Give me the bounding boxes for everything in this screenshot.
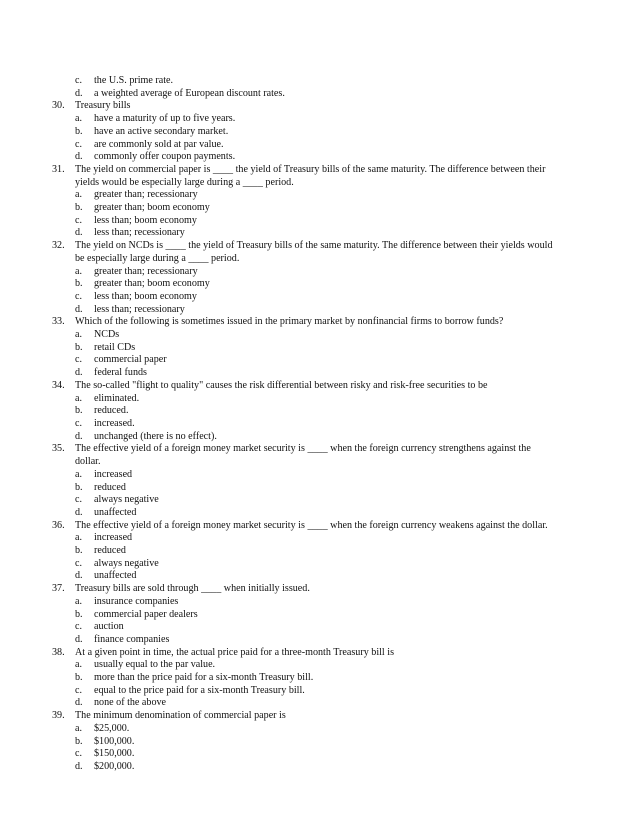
option-letter: c. (75, 494, 83, 506)
question-line (52, 177, 572, 190)
question-block (52, 240, 572, 316)
question-line (52, 583, 572, 596)
option-text: eliminated. (94, 392, 140, 404)
option-text: federal funds (94, 367, 147, 379)
question-block (52, 443, 572, 519)
option-text: always negative (94, 494, 159, 506)
option-letter: d. (75, 760, 83, 772)
question-block (52, 100, 572, 164)
option (52, 685, 572, 698)
option-letter: a. (75, 329, 83, 341)
question-block (52, 583, 572, 647)
option-letter: d. (75, 633, 83, 645)
option-letter: b. (75, 405, 83, 417)
question-number: 33. (52, 316, 65, 328)
question-block (52, 647, 572, 711)
option (52, 558, 572, 571)
option (52, 418, 572, 431)
question-line (52, 316, 572, 329)
option-text: increased (94, 468, 133, 480)
option (52, 304, 572, 317)
option-text: insurance companies (94, 595, 179, 607)
option-text: always negative (94, 557, 159, 569)
option (52, 75, 572, 88)
option-letter: a. (75, 532, 83, 544)
option (52, 507, 572, 520)
option-letter: b. (75, 202, 83, 214)
option-letter: c. (75, 75, 83, 86)
option (52, 266, 572, 279)
option-letter: b. (75, 608, 83, 620)
option-letter: a. (75, 595, 83, 607)
option-text: commonly offer coupon payments. (94, 151, 236, 163)
option (52, 227, 572, 240)
question-block (52, 316, 572, 380)
option-letter: b. (75, 481, 83, 493)
option-letter: c. (75, 354, 83, 366)
option-text: more than the price paid for a six-month Treasury bill. (94, 672, 314, 684)
option (52, 748, 572, 761)
question-text: The yield on NCDs is ____ the yield of Treasury bills of the same maturity. The difference between their yields would (75, 240, 553, 252)
option-text: reduced. (94, 405, 129, 417)
option-letter: b. (75, 278, 83, 290)
option-letter: b. (75, 545, 83, 557)
option-text: NCDs (94, 329, 120, 341)
option (52, 494, 572, 507)
option (52, 532, 572, 545)
option-text: increased (94, 532, 133, 544)
question-number: 39. (52, 710, 65, 722)
option (52, 151, 572, 164)
question-line (52, 164, 572, 177)
question-number: 31. (52, 163, 65, 175)
document-page (52, 75, 572, 774)
option-letter: a. (75, 265, 83, 277)
option-text: equal to the price paid for a six-month Treasury bill. (94, 684, 305, 696)
option-letter: c. (75, 621, 83, 633)
option-letter: c. (75, 290, 83, 302)
option (52, 329, 572, 342)
question-line (52, 380, 572, 393)
option-letter: d. (75, 697, 83, 709)
question-number: 32. (52, 240, 65, 252)
question-number: 37. (52, 583, 65, 595)
question-line (52, 100, 572, 113)
question-text: The effective yield of a foreign money market security is ____ when the foreign currency strengthens against the (75, 443, 531, 455)
option-text: less than; boom economy (94, 290, 197, 302)
option-text: unaffected (94, 570, 137, 582)
question-text: Treasury bills (75, 100, 131, 112)
option (52, 761, 572, 774)
option (52, 469, 572, 482)
option-text: greater than; recessionary (94, 189, 198, 201)
option-letter: d. (75, 506, 83, 518)
option-text: $100,000. (94, 735, 135, 747)
question-block (52, 520, 572, 584)
question-line (52, 456, 572, 469)
option-text: have an active secondary market. (94, 125, 229, 137)
question-line (52, 520, 572, 533)
option (52, 723, 572, 736)
option-text: less than; recessionary (94, 227, 185, 239)
question-list (52, 100, 572, 773)
option-text: unchanged (there is no effect). (94, 430, 217, 442)
option-letter: d. (75, 430, 83, 442)
option (52, 139, 572, 152)
question-block (52, 164, 572, 240)
question-line (52, 443, 572, 456)
option-letter: b. (75, 672, 83, 684)
question-line (52, 253, 572, 266)
option-text: $25,000. (94, 722, 130, 734)
option-text: have a maturity of up to five years. (94, 113, 236, 125)
option-text: greater than; boom economy (94, 202, 210, 214)
option (52, 88, 572, 101)
option-text: are commonly sold at par value. (94, 138, 224, 150)
option-text: none of the above (94, 697, 167, 709)
option (52, 113, 572, 126)
option (52, 621, 572, 634)
option-letter: d. (75, 151, 83, 163)
option (52, 482, 572, 495)
option-text: commercial paper (94, 354, 167, 366)
option-text: auction (94, 621, 124, 633)
question-number: 35. (52, 443, 65, 455)
option (52, 291, 572, 304)
question-text: Treasury bills are sold through ____ when initially issued. (75, 583, 310, 595)
option (52, 126, 572, 139)
question-number: 34. (52, 379, 65, 391)
option-text: usually equal to the par value. (94, 659, 216, 671)
option (52, 672, 572, 685)
option-letter: d. (75, 87, 83, 99)
question-text: yields would be especially large during a ____ period. (75, 176, 294, 188)
option-letter: c. (75, 214, 83, 226)
option (52, 570, 572, 583)
option (52, 354, 572, 367)
option (52, 736, 572, 749)
option (52, 596, 572, 609)
question-text: The yield on commercial paper is ____ the yield of Treasury bills of the same maturity. The difference between their (75, 163, 546, 175)
option-letter: b. (75, 341, 83, 353)
option (52, 697, 572, 710)
question-line (52, 710, 572, 723)
option-text: a weighted average of European discount rates. (94, 87, 285, 99)
option-text: reduced (94, 481, 126, 493)
option-letter: d. (75, 367, 83, 379)
option-letter: c. (75, 684, 83, 696)
option-letter: d. (75, 227, 83, 239)
option-letter: a. (75, 189, 83, 201)
option-text: unaffected (94, 506, 137, 518)
option-letter: a. (75, 722, 83, 734)
option-letter: a. (75, 659, 83, 671)
question-text: The so-called "flight to quality" causes the risk differential between risky and risk-free securities to be (75, 379, 488, 391)
option-text: increased. (94, 417, 135, 429)
option-text: greater than; recessionary (94, 265, 198, 277)
option (52, 202, 572, 215)
option-text: commercial paper dealers (94, 608, 198, 620)
option (52, 215, 572, 228)
option (52, 342, 572, 355)
option-letter: d. (75, 570, 83, 582)
option (52, 659, 572, 672)
option-text: finance companies (94, 633, 170, 645)
option (52, 431, 572, 444)
option-letter: b. (75, 125, 83, 137)
option-text: less than; boom economy (94, 214, 197, 226)
question-line (52, 240, 572, 253)
option-letter: c. (75, 748, 83, 760)
question-text: dollar. (75, 456, 101, 468)
option-letter: a. (75, 113, 83, 125)
option (52, 278, 572, 291)
option-text: greater than; boom economy (94, 278, 210, 290)
question-block (52, 710, 572, 774)
option (52, 609, 572, 622)
option (52, 189, 572, 202)
option-letter: a. (75, 468, 83, 480)
question-number: 38. (52, 646, 65, 658)
option (52, 393, 572, 406)
option-letter: a. (75, 392, 83, 404)
question-number: 36. (52, 519, 65, 531)
question-text: Which of the following is sometimes issued in the primary market by nonfinancial firms to borrow funds? (75, 316, 504, 328)
option (52, 634, 572, 647)
option (52, 545, 572, 558)
question-line (52, 647, 572, 660)
question-text: At a given point in time, the actual price paid for a three-month Treasury bill is (75, 646, 394, 658)
option-letter: c. (75, 557, 83, 569)
option-text: $150,000. (94, 748, 135, 760)
option-text: retail CDs (94, 341, 136, 353)
option (52, 367, 572, 380)
option-text: reduced (94, 545, 126, 557)
question-number: 30. (52, 100, 65, 112)
option-letter: d. (75, 303, 83, 315)
question-text: The minimum denomination of commercial paper is (75, 710, 286, 722)
question-text: be especially large during a ____ period. (75, 252, 240, 264)
question-block (52, 380, 572, 444)
option-letter: c. (75, 417, 83, 429)
question-text: The effective yield of a foreign money market security is ____ when the foreign currency weakens against the dollar. (75, 519, 548, 531)
option-text: less than; recessionary (94, 303, 185, 315)
option-text: $200,000. (94, 760, 135, 772)
option-letter: c. (75, 138, 83, 150)
option (52, 405, 572, 418)
option-letter: b. (75, 735, 83, 747)
option-text: the U.S. prime rate. (94, 75, 174, 86)
leading-options (52, 75, 572, 100)
